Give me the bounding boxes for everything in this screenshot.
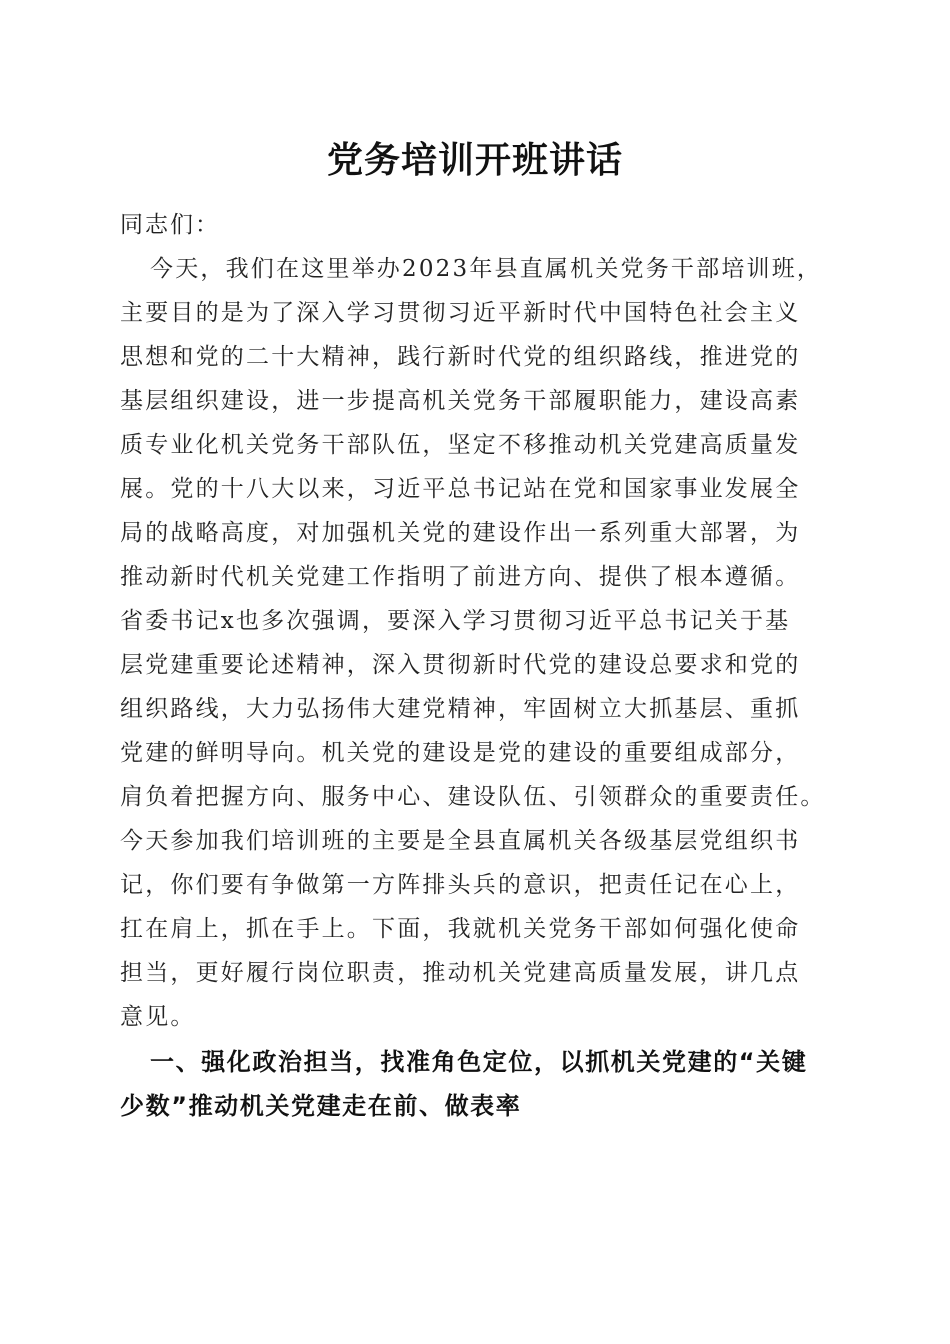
body-line: 担当，更好履行岗位职责，推动机关党建高质量发展，讲几点 xyxy=(120,960,801,986)
body-line: 省委书记x也多次强调，要深入学习贯彻习近平总书记关于基 xyxy=(120,608,791,634)
body-line: 今天参加我们培训班的主要是全县直属机关各级基层党组织书 xyxy=(120,828,801,854)
document-title: 党务培训开班讲话 xyxy=(326,139,623,181)
body-line: 思想和党的二十大精神，践行新时代党的组织路线，推进党的 xyxy=(120,344,801,370)
body-line: 扛在肩上，抓在手上。下面，我就机关党务干部如何强化使命 xyxy=(120,916,801,942)
body-line: 质专业化机关党务干部队伍，坚定不移推动机关党建高质量发 xyxy=(120,432,801,458)
body-line: 今天，我们在这里举办2023年县直属机关党务干部培训班， xyxy=(150,256,823,282)
body-line: 组织路线，大力弘扬伟大建党精神，牢固树立大抓基层、重抓 xyxy=(120,696,801,722)
body-line: 肩负着把握方向、服务中心、建设队伍、引领群众的重要责任。 xyxy=(120,784,826,810)
section-heading-line: 少数”推动机关党建走在前、做表率 xyxy=(120,1092,522,1120)
body-line: 党建的鲜明导向。机关党的建设是党的建设的重要组成部分， xyxy=(120,740,801,766)
body-line: 意见。 xyxy=(120,1004,196,1030)
body-line: 展。党的十八大以来，习近平总书记站在党和国家事业发展全 xyxy=(120,476,801,502)
salutation: 同志们： xyxy=(120,212,220,238)
body-line: 基层组织建设，进一步提高机关党务干部履职能力，建设高素 xyxy=(120,388,801,414)
body-line: 主要目的是为了深入学习贯彻习近平新时代中国特色社会主义 xyxy=(120,300,801,326)
body-line: 推动新时代机关党建工作指明了前进方向、提供了根本遵循。 xyxy=(120,564,801,590)
body-line: 记，你们要有争做第一方阵排头兵的意识，把责任记在心上， xyxy=(120,872,801,898)
body-line: 局的战略高度，对加强机关党的建设作出一系列重大部署，为 xyxy=(120,520,801,546)
body-line: 层党建重要论述精神，深入贯彻新时代党的建设总要求和党的 xyxy=(120,652,801,678)
section-heading-line: 一、强化政治担当，找准角色定位，以抓机关党建的“关键 xyxy=(150,1048,808,1076)
